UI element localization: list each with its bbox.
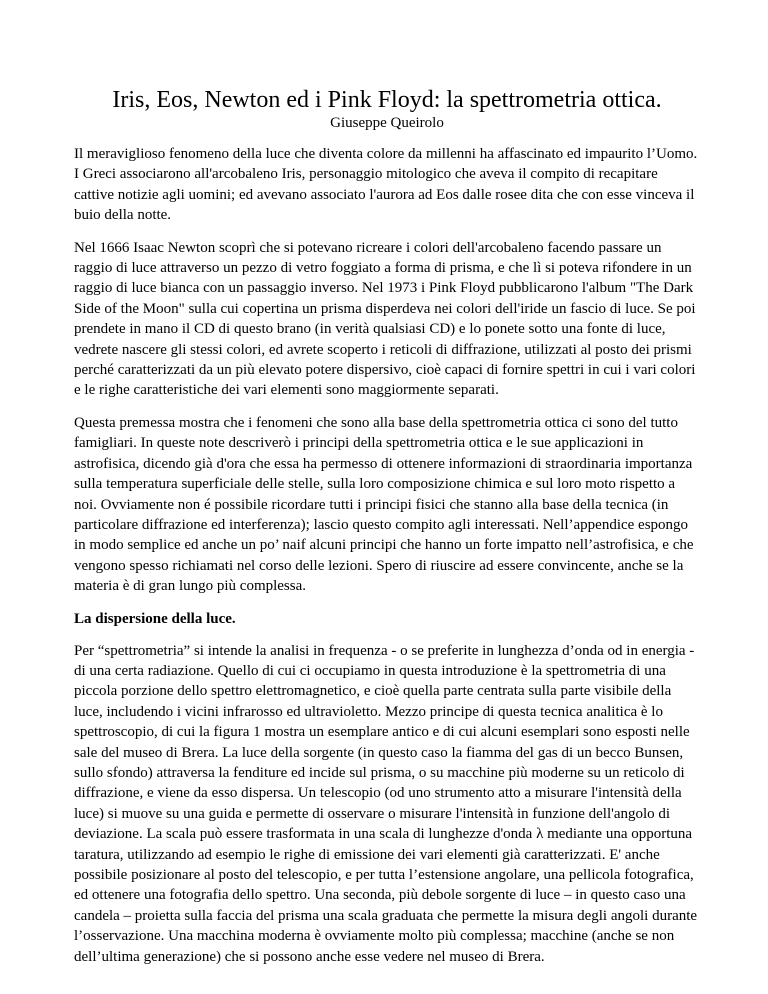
paragraph-intro-myth: Il meraviglioso fenomeno della luce che diventa colore da millenni ha affascinato ed impaurito l’Uomo. I Greci associarono all'arcobaleno Iris, personaggio mitologico che aveva il compito di recapitare cattive notizie agli uomini; ed avevano associato l'aurora ad Eos dalle rosee dita che con esse vinceva il buio della notte.: [74, 146, 698, 224]
paragraph-newton-pink-floyd: Nel 1666 Isaac Newton scoprì che si potevano ricreare i colori dell'arcobaleno facendo passare un raggio di luce attraverso un pezzo di vetro foggiato a forma di prisma, e che lì si poteva rifondere in un raggio di luce bianca con un passaggio inverso. Nel 1973 i Pink Floyd pubblicarono l'album "The Dark Side of the Moon" sulla cui copertina un prisma disperdeva nei colori dell'iride un fascio di luce. Se poi prendete in mano il CD di questo brano (in verità qualsiasi CD) e lo ponete sotto una fonte di luce, vedrete nascere gli stessi colori, ed avrete scoperto i reticoli di diffrazione, utilizzati al posto dei prismi perché caratterizzati da un più elevato potere dispersivo, cioè capaci di fornire spettri in cui i vari colori e le righe caratteristiche dei vari elementi sono maggiormente separati.: [74, 239, 696, 399]
document-author: Giuseppe Queirolo: [330, 115, 444, 131]
document-page: [74, 86, 700, 979]
document-title: Iris, Eos, Newton ed i Pink Floyd: la spettrometria ottica.: [112, 87, 662, 113]
paragraph-premise: Questa premessa mostra che i fenomeni che sono alla base della spettrometria ottica ci sono del tutto famigliari. In queste note descriverò i principi della spettrometria ottica e le sue applicazioni in astrofisica, dicendo già d'ora che essa ha permesso di ottenere informazioni di straordinaria importanza sulla temperatura superficiale delle stelle, sulla loro composizione chimica e sul loro moto rispetto a noi. Ovviamente non é possibile ricordare tutti i principi fisici che stanno alla base della tecnica (in particolare diffrazione ed interferenza); lascio questo compito agli interessati. Nell’appendice espongo in modo semplice ed anche un po’ naif alcuni principi che hanno un forte impatto nell’astrofisica, e che vengono spesso richiamati nel corso delle lezioni. Spero di riuscire ad essere convincente, anche se la materia è di gran lungo più complessa.: [74, 414, 694, 595]
section-heading-dispersion: La dispersione della luce.: [74, 610, 236, 627]
paragraph-spectrometry: Per “spettrometria” si intende la analisi in frequenza - o se preferite in lunghezza d’onda od in energia - di una certa radiazione. Quello di cui ci occupiamo in questa introduzione è la spettrometria di una piccola porzione dello spettro elettromagnetico, e cioè quella parte centrata sulla parte visibile della luce, includendo i vicini infrarosso ed ultravioletto. Mezzo principe di questa tecnica analitica è lo spettroscopio, di cui la figura 1 mostra un esemplare antico e di cui alcuni esemplari sono esposti nelle sale del museo di Brera. La luce della sorgente (in questo caso la fiamma del gas di un becco Bunsen, sullo sfondo) attraversa la fenditure ed incide sul prisma, o su macchine più moderne su un reticolo di diffrazione, e viene da esso dispersa. Un telescopio (od uno strumento atto a misurare l'intensità della luce) si muove su una guida e permette di osservare o misurare l'intensità in funzione dell'angolo di deviazione. La scala può essere trasformata in una scala di lunghezze d'onda λ mediante una opportuna taratura, utilizzando ad esempio le righe di emissione dei vari elementi già caratterizzati. E' anche possibile posizionare al posto del telescopio, e per tutta l’estensione angolare, una pellicola fotografica, ed ottenere una fotografia dello spettro. Una seconda, più debole sorgente di luce – in questo caso una candela – proietta sulla faccia del prisma una scala graduata che permette la misura degli angoli durante l’osservazione. Una macchina moderna è ovviamente molto più complessa; macchine (anche se non dell’ultima generazione) che si possono anche esse vedere nel museo di Brera.: [74, 642, 698, 965]
